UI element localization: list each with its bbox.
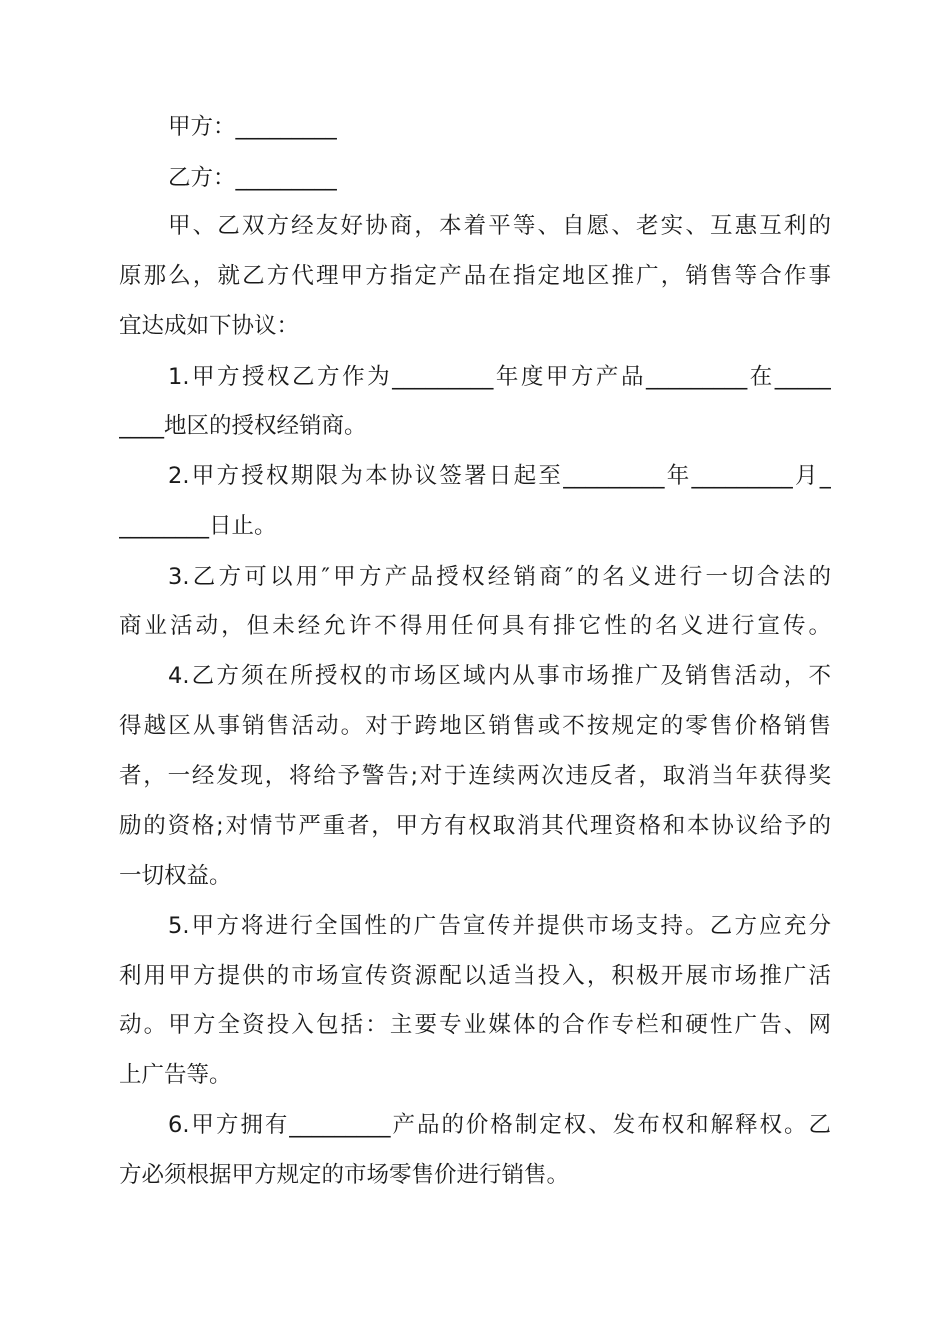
paragraph-line: 者，一经发现，将给予警告;对于连续两次违反者，取消当年获得奖 (119, 763, 831, 789)
paragraph-line: 4.乙方须在所授权的市场区域内从事市场推广及销售活动，不 (168, 663, 831, 689)
paragraph-line: 商业活动，但未经允许不得用任何具有排它性的名义进行宣传。 (119, 613, 831, 639)
paragraph-line: 宜达成如下协议： (119, 313, 300, 339)
paragraph-line: ________日止。 (119, 513, 277, 539)
paragraph-line: 利用甲方提供的市场宣传资源配以适当投入，积极开展市场推广活 (119, 963, 831, 989)
paragraph-line: 3.乙方可以用″甲方产品授权经销商″的名义进行一切合法的 (168, 564, 831, 590)
paragraph-line: 1.甲方授权乙方作为_________年度甲方产品_________在_____ (168, 364, 831, 390)
party-a-line: 甲方：_________ (168, 114, 337, 140)
paragraph-line: 一切权益。 (119, 863, 232, 889)
paragraph-line: 得越区从事销售活动。对于跨地区销售或不按规定的零售价格销售 (119, 713, 831, 739)
paragraph-line: ____地区的授权经销商。 (119, 413, 367, 439)
paragraph-line: 上广告等。 (119, 1062, 232, 1088)
paragraph-line: 5.甲方将进行全国性的广告宣传并提供市场支持。乙方应充分 (168, 913, 831, 939)
paragraph-line: 2.甲方授权期限为本协议签署日起至_________年_________月_ (168, 463, 831, 489)
paragraph-line: 原那么，就乙方代理甲方指定产品在指定地区推广，销售等合作事 (119, 263, 831, 289)
paragraph-line: 甲、乙双方经友好协商，本着平等、自愿、老实、互惠互利的 (168, 213, 831, 239)
paragraph-line: 励的资格;对情节严重者，甲方有权取消其代理资格和本协议给予的 (119, 813, 831, 839)
party-b-line: 乙方：_________ (168, 165, 337, 191)
paragraph-line: 动。甲方全资投入包括：主要专业媒体的合作专栏和硬性广告、网 (119, 1012, 831, 1038)
paragraph-line: 6.甲方拥有_________产品的价格制定权、发布权和解释权。乙 (168, 1112, 831, 1138)
paragraph-line: 方必须根据甲方规定的市场零售价进行销售。 (119, 1162, 570, 1188)
